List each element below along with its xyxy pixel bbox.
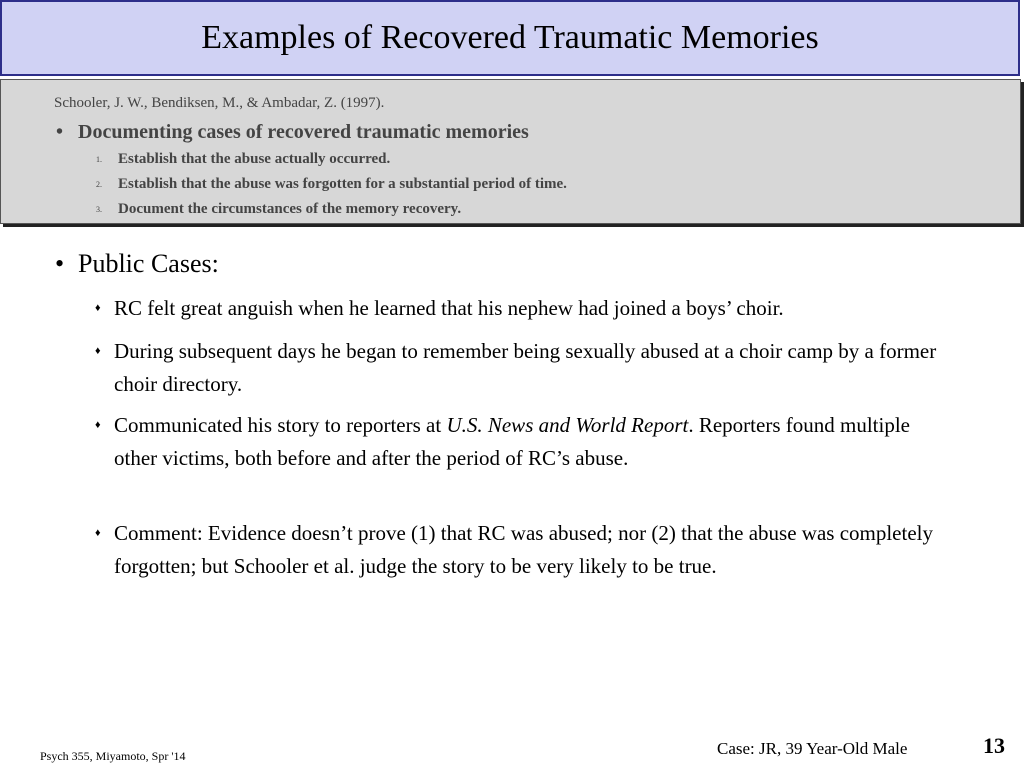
reference-step-1 (96, 151, 390, 168)
case-item-text (114, 409, 914, 475)
reference-heading (56, 121, 529, 144)
case-item-text-end: . Reporters found multiple other victims, both before and after the period of RC’s abuse. (114, 413, 910, 470)
reference-box (0, 79, 1021, 224)
diamond-bullet-icon: ♦ (95, 527, 101, 539)
case-item-2 (95, 335, 975, 401)
step-text: Document the circumstances of the memory recovery. (118, 201, 462, 217)
case-item-text: Comment: Evidence doesn’t prove (1) that RC was abused; nor (2) that the abuse was completely forgotten; but Schooler et al. judge the story to be very likely to be true. (114, 521, 933, 578)
step-number: 2. (96, 180, 102, 190)
slide-title-bar (0, 0, 1020, 76)
case-item-4 (95, 517, 975, 583)
step-number: 3. (96, 205, 102, 215)
step-text: Establish that the abuse actually occurred. (118, 151, 391, 167)
reference-step-3 (96, 201, 461, 218)
bullet-icon: • (56, 121, 64, 143)
slide-title: Examples of Recovered Traumatic Memories (201, 19, 819, 56)
reference-heading-text: Documenting cases of recovered traumatic memories (78, 121, 529, 143)
reference-citation: Schooler, J. W., Bendiksen, M., & Ambadar, Z. (1997). (54, 95, 385, 111)
case-item-text-start: Communicated his story to reporters at (114, 413, 447, 437)
bullet-icon: • (55, 249, 65, 278)
case-item-3 (95, 409, 975, 475)
publication-name: U.S. News and World Report (446, 413, 689, 437)
footer-case-label: Case: JR, 39 Year-Old Male (717, 739, 908, 758)
case-item-text: RC felt great anguish when he learned that his nephew had joined a boys’ choir. (114, 296, 784, 320)
step-number: 1. (96, 155, 102, 165)
public-cases-heading-text: Public Cases: (78, 249, 219, 278)
page-number: 13 (983, 733, 1005, 758)
diamond-bullet-icon: ♦ (95, 345, 101, 357)
reference-step-2 (96, 176, 567, 193)
case-item-text: During subsequent days he began to remember being sexually abused at a choir camp by a former choir directory. (114, 339, 937, 396)
case-item-1 (95, 292, 975, 325)
footer-course: Psych 355, Miyamoto, Spr '14 (40, 749, 186, 763)
diamond-bullet-icon: ♦ (95, 302, 101, 314)
step-text: Establish that the abuse was forgotten for a substantial period of time. (118, 176, 567, 192)
public-cases-heading (55, 249, 219, 279)
diamond-bullet-icon: ♦ (95, 419, 101, 431)
